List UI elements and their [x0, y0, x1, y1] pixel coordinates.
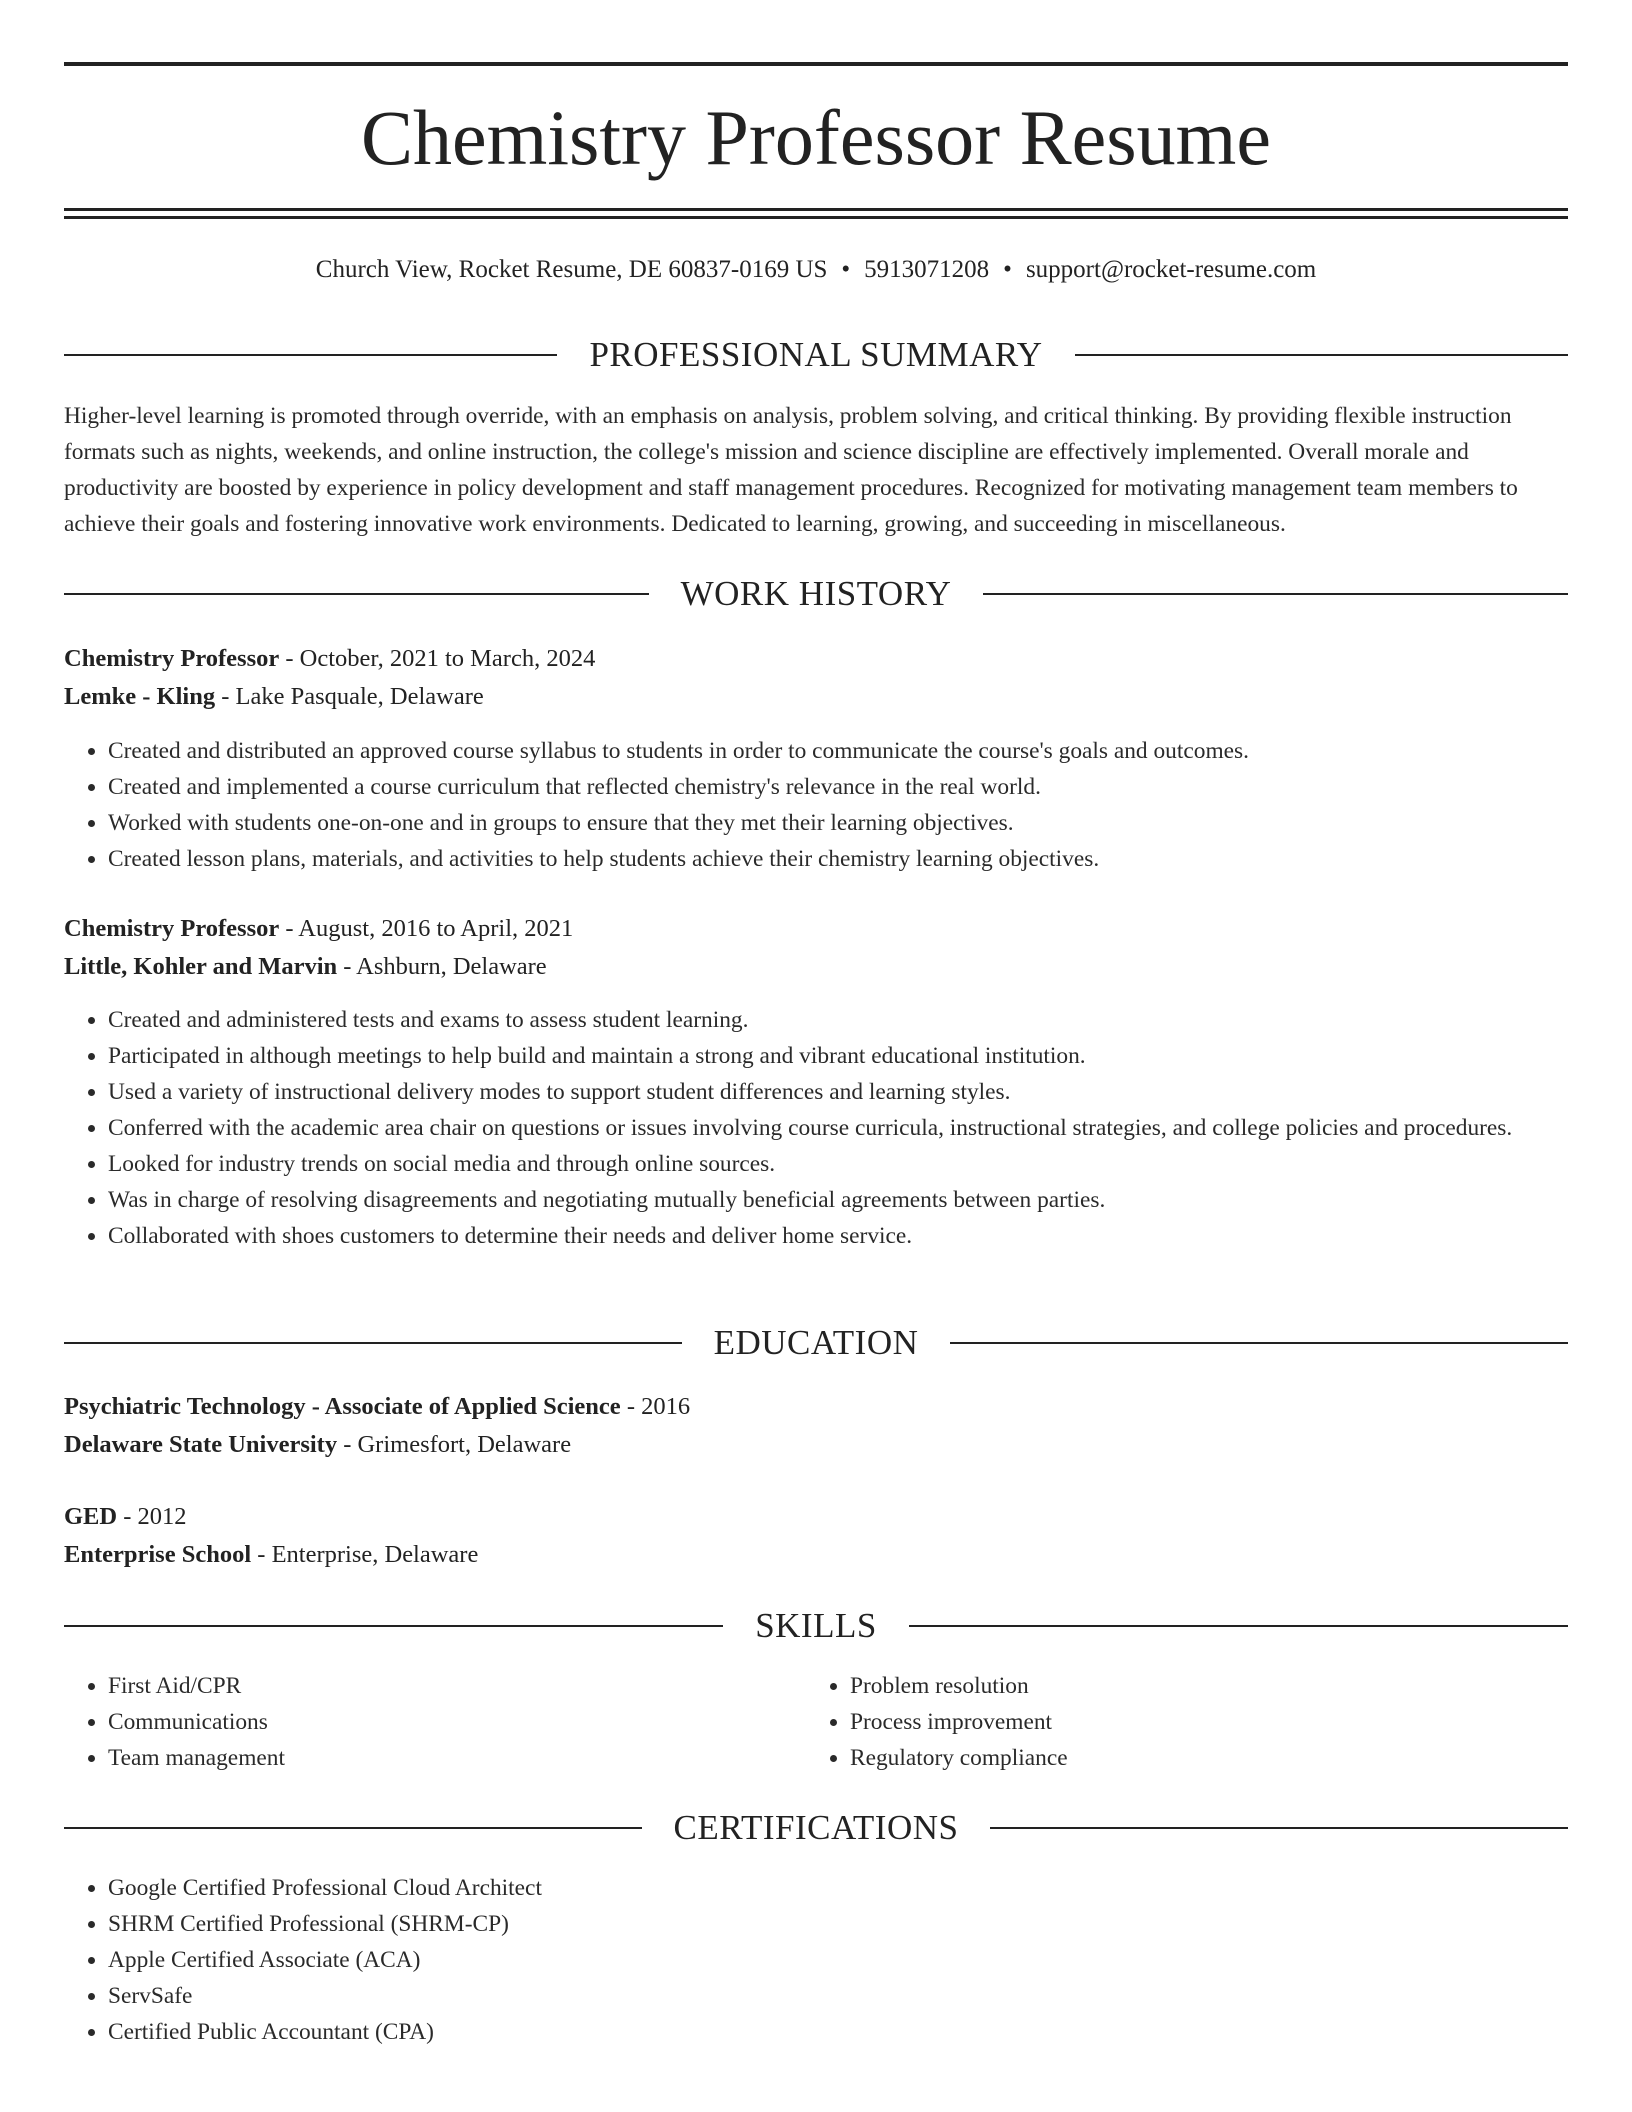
- job-company-line: [64, 948, 1568, 986]
- education-section-header: [64, 1321, 1568, 1365]
- top-rule: [64, 62, 1568, 66]
- page-title: Chemistry Professor Resume: [361, 94, 1271, 181]
- list-item: • Communications: [108, 1704, 806, 1740]
- education-location: - Enterprise, Delaware: [251, 1541, 479, 1568]
- work-section-header: [64, 572, 1568, 616]
- skills-columns: [64, 1668, 1568, 1776]
- job-bullets-2: [64, 1002, 1568, 1254]
- divider-line: [990, 1827, 1568, 1829]
- list-item: • Looked for industry trends on social media and through online sources.: [108, 1146, 1568, 1182]
- education-school: Enterprise School: [64, 1541, 252, 1568]
- divider-line: [1075, 354, 1568, 356]
- list-item: • Worked with students one-on-one and in groups to ensure that they met their learning objectives.: [108, 805, 1568, 841]
- job-company: Little, Kohler and Marvin: [64, 953, 338, 980]
- job-title: Chemistry Professor: [64, 915, 280, 942]
- education-degree: GED: [64, 1503, 118, 1530]
- skills-list-right: [806, 1668, 1548, 1776]
- education-school: Delaware State University: [64, 1431, 338, 1458]
- job-dates: - October, 2021 to March, 2024: [279, 645, 596, 672]
- divider-line: [64, 1342, 682, 1344]
- list-item: • Regulatory compliance: [850, 1740, 1548, 1776]
- education-degree-line: [64, 1388, 1568, 1426]
- job-company-line: [64, 678, 1568, 716]
- job-location: - Lake Pasquale, Delaware: [215, 683, 484, 710]
- job-header-1: [64, 640, 1568, 716]
- job-dates: - August, 2016 to April, 2021: [279, 915, 574, 942]
- certifications-heading: CERTIFICATIONS: [673, 1808, 959, 1847]
- education-school-line: [64, 1536, 1568, 1574]
- skills-heading: SKILLS: [755, 1606, 877, 1645]
- education-location: - Grimesfort, Delaware: [337, 1431, 572, 1458]
- list-item: • Process improvement: [850, 1704, 1548, 1740]
- list-item: • First Aid/CPR: [108, 1668, 806, 1704]
- list-item: • Collaborated with shoes customers to determine their needs and deliver home service.: [108, 1218, 1568, 1254]
- list-item: • Participated in although meetings to help build and maintain a strong and vibrant educational institution.: [108, 1038, 1568, 1074]
- list-item: • Team management: [108, 1740, 806, 1776]
- summary-section-header: [64, 333, 1568, 377]
- list-item: • Created and distributed an approved course syllabus to students in order to communicate the course's goals and outcomes.: [108, 733, 1568, 769]
- summary-text: Higher-level learning is promoted through override, with an emphasis on analysis, problem solving, and critical thinking. By providing flexible instruction formats such as nights, weekends, and online instruction, the college's mission and science discipline are effectively implemented. Overall morale and productivity are boosted by experience in policy development and staff management procedures. Recognized for motivating management team members to achieve their goals and fostering innovative work environments. Dedicated to learning, growing, and succeeding in miscellaneous.: [64, 403, 1518, 537]
- list-item: • Google Certified Professional Cloud Architect: [108, 1870, 1568, 1906]
- divider-line: [64, 1827, 642, 1829]
- list-item: • Was in charge of resolving disagreements and negotiating mutually beneficial agreements between parties.: [108, 1182, 1568, 1218]
- education-school-line: [64, 1426, 1568, 1464]
- divider-line: [64, 1625, 723, 1627]
- education-year: - 2012: [117, 1503, 187, 1530]
- education-degree-line: [64, 1498, 1568, 1536]
- job-title-line: [64, 910, 1568, 948]
- job-bullets-1: [64, 733, 1568, 877]
- list-item: • Conferred with the academic area chair on questions or issues involving course curricula, instructional strategies, and college policies and procedures.: [108, 1110, 1568, 1146]
- contact-phone: 5913071208: [864, 256, 990, 283]
- contact-separator: •: [1003, 256, 1012, 283]
- divider-line: [909, 1625, 1568, 1627]
- education-heading: EDUCATION: [713, 1323, 919, 1362]
- list-item: • Apple Certified Associate (ACA): [108, 1942, 1568, 1978]
- list-item: • ServSafe: [108, 1978, 1568, 2014]
- title-double-rule: [64, 208, 1568, 219]
- certifications-section-header: [64, 1806, 1568, 1850]
- certifications-list: [64, 1870, 1568, 2050]
- list-item: • Created and implemented a course curriculum that reflected chemistry's relevance in the real world.: [108, 769, 1568, 805]
- list-item: • SHRM Certified Professional (SHRM-CP): [108, 1906, 1568, 1942]
- contact-address: Church View, Rocket Resume, DE 60837-0169 US: [315, 256, 828, 283]
- list-item: • Problem resolution: [850, 1668, 1548, 1704]
- contact-separator: •: [841, 256, 851, 283]
- work-heading: WORK HISTORY: [680, 574, 952, 613]
- job-location: - Ashburn, Delaware: [337, 953, 547, 980]
- education-entry-1: [64, 1388, 1568, 1464]
- education-entry-2: [64, 1498, 1568, 1574]
- job-header-2: [64, 910, 1568, 986]
- list-item: • Certified Public Accountant (CPA): [108, 2014, 1568, 2050]
- divider-line: [64, 354, 557, 356]
- job-title-line: [64, 640, 1568, 678]
- skills-section-header: [64, 1604, 1568, 1648]
- skills-list-left: [64, 1668, 806, 1776]
- list-item: • Used a variety of instructional delivery modes to support student differences and learning styles.: [108, 1074, 1568, 1110]
- list-item: • Created and administered tests and exams to assess student learning.: [108, 1002, 1568, 1038]
- job-company: Lemke - Kling: [64, 683, 216, 710]
- education-year: - 2016: [620, 1393, 691, 1420]
- divider-line: [983, 593, 1568, 595]
- contact-email: support@rocket-resume.com: [1025, 256, 1317, 283]
- divider-line: [64, 593, 649, 595]
- list-item: • Created lesson plans, materials, and activities to help students achieve their chemistry learning objectives.: [108, 841, 1568, 877]
- job-title: Chemistry Professor: [64, 645, 280, 672]
- education-degree: Psychiatric Technology - Associate of Applied Science: [64, 1393, 621, 1420]
- summary-heading: PROFESSIONAL SUMMARY: [589, 335, 1043, 374]
- divider-line: [950, 1342, 1568, 1344]
- contact-line: [64, 252, 1568, 288]
